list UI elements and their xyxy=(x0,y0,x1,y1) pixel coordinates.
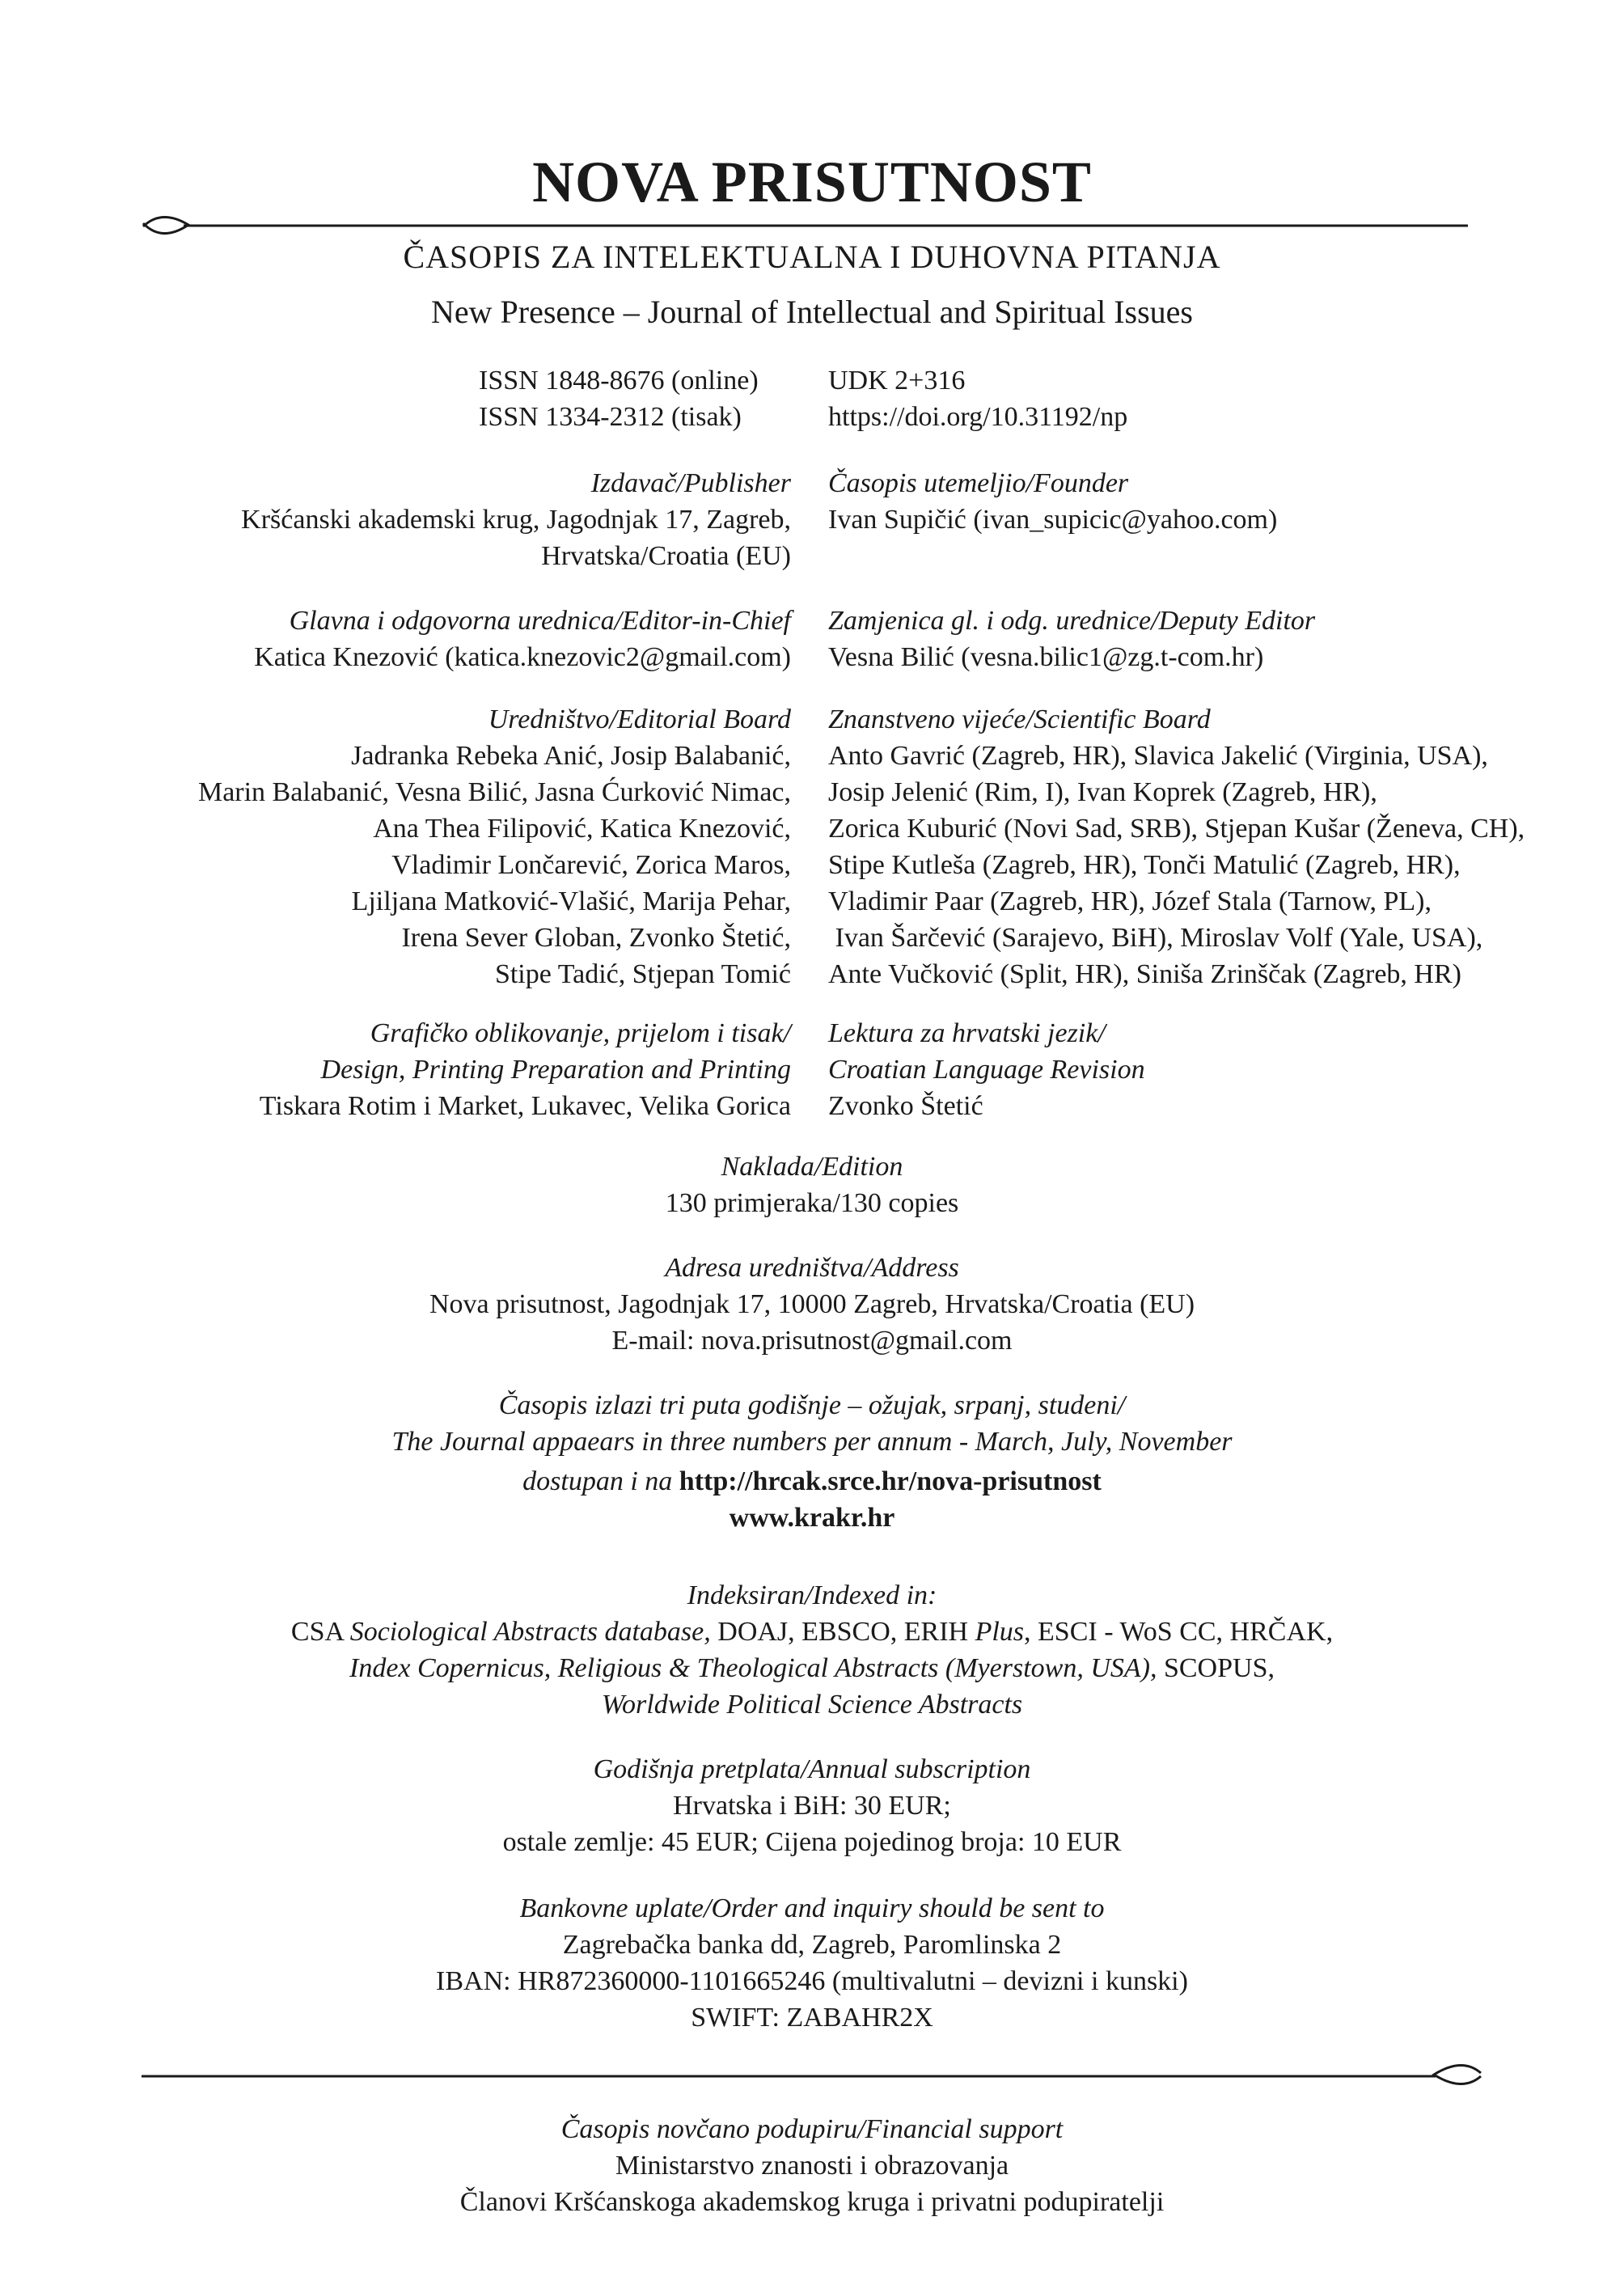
founder-label: Časopis utemeljio/Founder xyxy=(828,468,1129,498)
address-line: Nova prisutnost, Jagodnjak 17, 10000 Zagreb, Hrvatska/Croatia (EU) xyxy=(429,1289,1195,1319)
indexed-label: Indeksiran/Indexed in: xyxy=(687,1580,937,1610)
indexed-text: DOAJ, EBSCO, ERIH xyxy=(710,1617,975,1647)
deputy-editor-line: Vesna Bilić (vesna.bilic1@zg.t-com.hr) xyxy=(828,642,1264,672)
journal-title: NOVA PRISUTNOST xyxy=(532,150,1092,214)
available-prefix: dostupan i na xyxy=(522,1466,679,1496)
bank-iban: IBAN: HR872360000-1101665246 (multivalutni – devizni i kunski) xyxy=(436,1966,1188,1996)
edition-section xyxy=(0,1149,1624,1221)
editorial-board-line: Ana Thea Filipović, Katica Knezović, xyxy=(373,814,791,844)
scientific-board-line: Josip Jelenić (Rim, I), Ivan Koprek (Zagreb, HR), xyxy=(828,777,1377,807)
editorial-board-line: Ljiljana Matković-Vlašić, Marija Pehar, xyxy=(351,886,791,916)
indexed-line xyxy=(0,1614,1624,1650)
support-label: Časopis novčano podupiru/Financial support xyxy=(560,2114,1064,2144)
journal-subtitle: ČASOPIS ZA INTELEKTUALNA I DUHOVNA PITANJA xyxy=(403,239,1221,275)
editor-in-chief-label: Glavna i odgovorna urednica/Editor-in-Chief xyxy=(289,606,791,636)
lektura-label: Lektura za hrvatski jezik/ xyxy=(828,1018,1106,1048)
publisher-label: Izdavač/Publisher xyxy=(590,468,791,498)
indexed-text: SCOPUS, xyxy=(1157,1653,1275,1683)
subscription-section xyxy=(0,1751,1624,1860)
subscription-line: ostale zemlje: 45 EUR; Cijena pojedinog broja: 10 EUR xyxy=(502,1827,1122,1857)
editorial-board-line: Marin Balabanić, Vesna Bilić, Jasna Ćurković Nimac, xyxy=(197,777,791,807)
deputy-editor-label: Zamjenica gl. i odg. urednice/Deputy Editor xyxy=(828,606,1316,636)
indexed-line: Worldwide Political Science Abstracts xyxy=(601,1690,1023,1720)
bank-label: Bankovne uplate/Order and inquiry should be sent to xyxy=(519,1893,1105,1923)
krakr-link[interactable]: www.krakr.hr xyxy=(729,1503,895,1533)
indexed-text: CSA xyxy=(290,1617,350,1647)
frequency-line: Časopis izlazi tri puta godišnje – ožujak, srpanj, studeni/ xyxy=(498,1390,1126,1420)
editorial-board-line: Jadranka Rebeka Anić, Josip Balabanić, xyxy=(351,741,791,771)
publisher-line: Hrvatska/Croatia (EU) xyxy=(541,541,791,571)
deputy-editor-block xyxy=(828,603,1605,675)
indexed-text: Plus xyxy=(975,1617,1025,1647)
scientific-board-line: Anto Gavrić (Zagreb, HR), Slavica Jakelić (Virginia, USA), xyxy=(828,741,1488,771)
support-line: Članovi Kršćanskoga akademskog kruga i privatni podupiratelji xyxy=(459,2187,1165,2217)
scientific-board-line: Zorica Kuburić (Novi Sad, SRB), Stjepan Kušar (Ženeva, CH), xyxy=(828,814,1525,844)
founder-block xyxy=(828,465,1605,538)
editor-in-chief-line: Katica Knezović (katica.knezovic2@gmail.com) xyxy=(254,642,791,672)
availability-line xyxy=(0,1463,1624,1500)
scientific-board-block xyxy=(828,701,1605,992)
udk: UDK 2+316 xyxy=(828,366,966,396)
publisher-block xyxy=(0,465,791,574)
subscription-line: Hrvatska i BiH: 30 EUR; xyxy=(673,1791,951,1821)
lektura-block xyxy=(828,1015,1605,1124)
doi-link[interactable]: https://doi.org/10.31192/np xyxy=(828,402,1128,432)
scientific-board-line: Stipe Kutleša (Zagreb, HR), Tonči Matulić (Zagreb, HR), xyxy=(828,850,1461,880)
bank-line: Zagrebačka banka dd, Zagreb, Paromlinska 2 xyxy=(562,1930,1062,1960)
address-email[interactable]: E-mail: nova.prisutnost@gmail.com xyxy=(611,1326,1013,1356)
editor-in-chief-block xyxy=(0,603,791,675)
edition-value: 130 primjeraka/130 copies xyxy=(665,1188,959,1218)
design-label: Design, Printing Preparation and Printing xyxy=(320,1055,791,1085)
bank-section xyxy=(0,1890,1624,2036)
issn-block xyxy=(0,362,791,435)
issn-print: ISSN 1334-2312 (tisak) xyxy=(479,402,742,432)
editorial-board-label: Uredništvo/Editorial Board xyxy=(488,704,791,734)
address-label: Adresa uredništva/Address xyxy=(665,1253,959,1283)
support-section xyxy=(0,2111,1624,2220)
indexed-text: Sociological Abstracts database, xyxy=(349,1617,711,1647)
subscription-label: Godišnja pretplata/Annual subscription xyxy=(593,1754,1031,1784)
frequency-section xyxy=(0,1387,1624,1536)
lektura-label: Croatian Language Revision xyxy=(828,1055,1145,1085)
support-line: Ministarstvo znanosti i obrazovanja xyxy=(615,2151,1009,2181)
publisher-line: Kršćanski akademski krug, Jagodnjak 17, Zagreb, xyxy=(241,505,791,535)
fish-ornament-rule-bottom xyxy=(142,2058,1484,2099)
edition-label: Naklada/Edition xyxy=(721,1152,903,1182)
editorial-board-block xyxy=(0,701,791,992)
address-section xyxy=(0,1250,1624,1359)
editorial-board-line: Stipe Tadić, Stjepan Tomić xyxy=(494,959,791,989)
editorial-board-line: Vladimir Lončarević, Zorica Maros, xyxy=(391,850,791,880)
indexed-text: Index Copernicus, Religious & Theological Abstracts (Myerstown, USA), xyxy=(349,1653,1157,1683)
scientific-board-line: Ante Vučković (Split, HR), Siniša Zrinščak (Zagreb, HR) xyxy=(828,959,1461,989)
indexed-section xyxy=(0,1577,1624,1723)
indexed-text: , ESCI - WoS CC, HRČAK, xyxy=(1024,1617,1334,1647)
udk-block xyxy=(828,362,1605,435)
design-line: Tiskara Rotim i Market, Lukavec, Velika Gorica xyxy=(259,1091,791,1121)
lektura-line: Zvonko Štetić xyxy=(828,1091,983,1121)
design-block xyxy=(0,1015,791,1124)
indexed-line xyxy=(0,1650,1624,1686)
scientific-board-line: Vladimir Paar (Zagreb, HR), Józef Stala (Tarnow, PL), xyxy=(828,886,1432,916)
frequency-line-en: The Journal appaears in three numbers per annum - March, July, November xyxy=(391,1427,1233,1457)
founder-line: Ivan Supičić (ivan_supicic@yahoo.com) xyxy=(828,505,1278,535)
issn-online: ISSN 1848-8676 (online) xyxy=(479,366,759,396)
journal-subtitle-en: New Presence – Journal of Intellectual and Spiritual Issues xyxy=(431,294,1193,330)
scientific-board-label: Znanstveno vijeće/Scientific Board xyxy=(828,704,1211,734)
design-label: Grafičko oblikovanje, prijelom i tisak/ xyxy=(370,1018,791,1048)
scientific-board-line: Ivan Šarčević (Sarajevo, BiH), Miroslav Volf (Yale, USA), xyxy=(828,923,1483,953)
bank-swift: SWIFT: ZABAHR2X xyxy=(691,2003,933,2033)
editorial-board-line: Irena Sever Globan, Zvonko Štetić, xyxy=(401,923,791,953)
hrcak-link[interactable]: http://hrcak.srce.hr/nova-prisutnost xyxy=(679,1466,1102,1496)
